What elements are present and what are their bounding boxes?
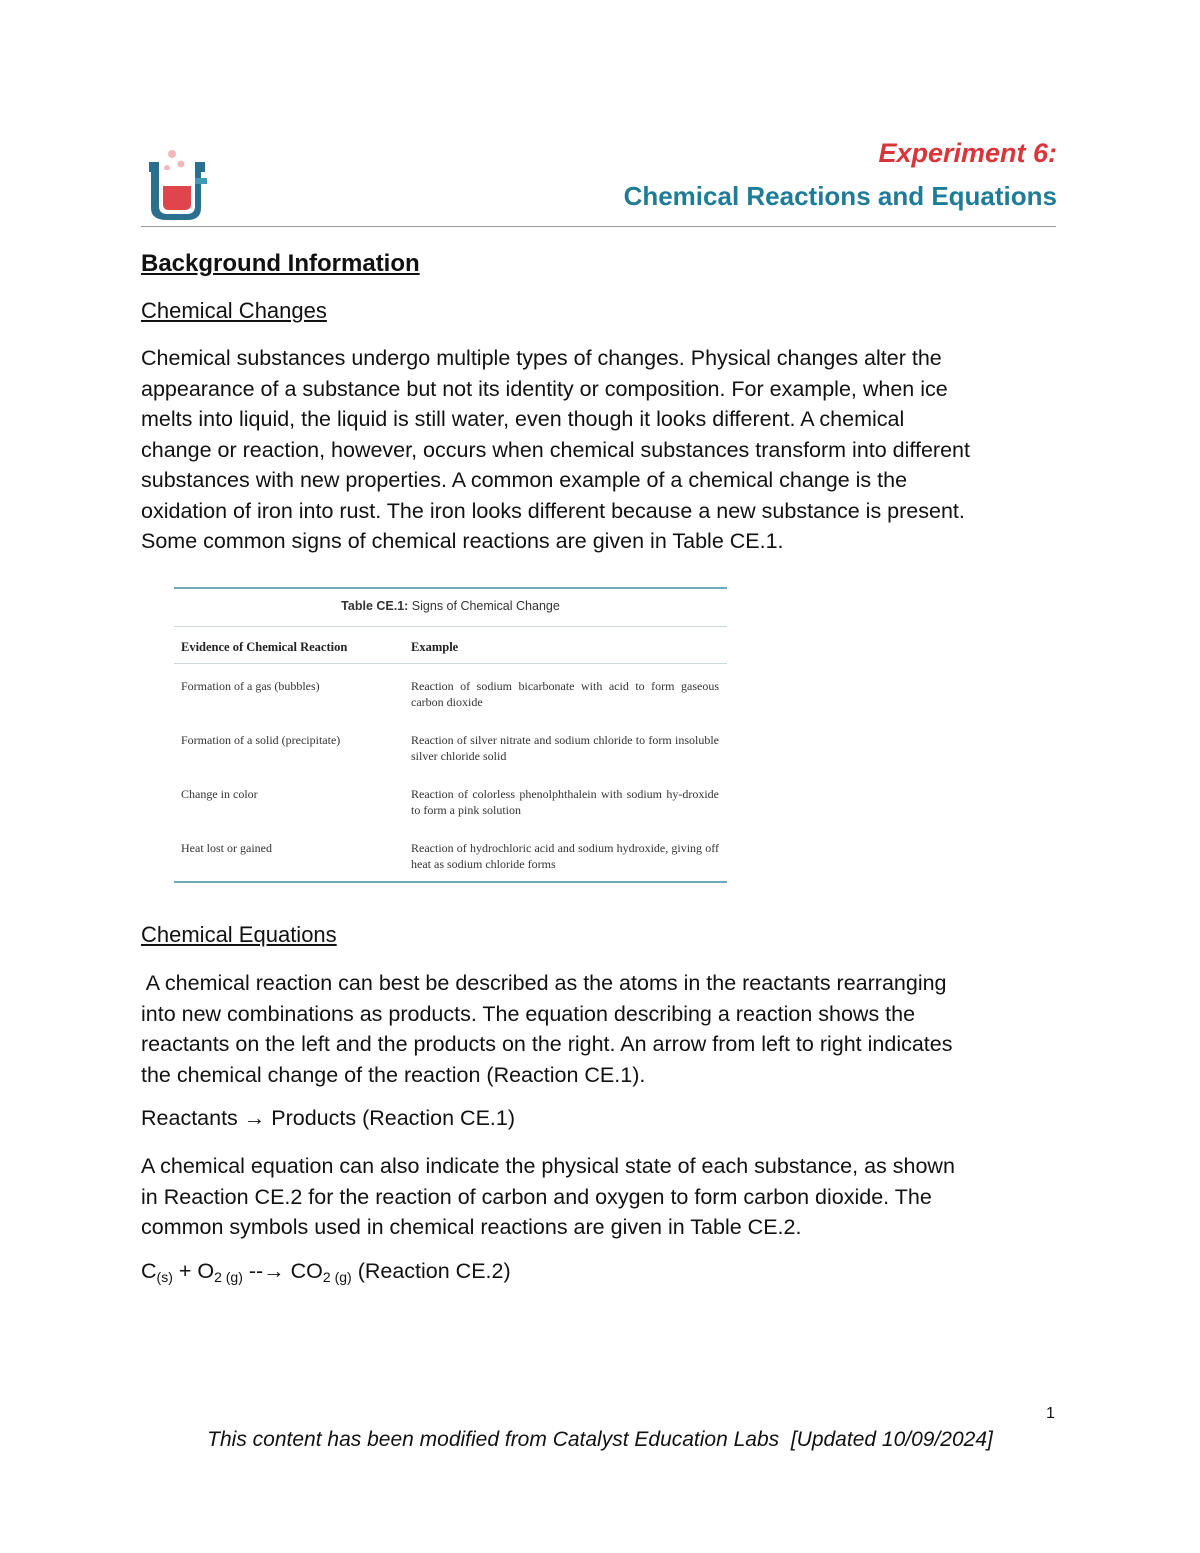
table-cell-evidence: Heat lost or gained (181, 841, 272, 855)
table-header-example: Example (411, 640, 459, 654)
table-header-evidence: Evidence of Chemical Reaction (181, 640, 348, 654)
reaction-arrow-product: --→ CO (242, 1259, 323, 1283)
oxygen-state: 2 (g) (214, 1269, 243, 1285)
paragraph-line: oxidation of iron into rust. The iron looks different because a new substance is present. (141, 498, 965, 523)
table-cell-evidence: Change in color (181, 787, 258, 801)
carbon-state: (s) (156, 1269, 173, 1285)
table-caption-text: Signs of Chemical Change (408, 599, 560, 613)
paragraph-line: change or reaction, however, occurs when chemical substances transform into different (141, 437, 970, 462)
oxygen-symbol: + O (172, 1259, 215, 1283)
carbon-symbol: C (141, 1259, 157, 1283)
chemical-changes-paragraph (141, 343, 1061, 557)
reaction-ce1: Reactants → Products (Reaction CE.1) (141, 1106, 516, 1130)
table-cell-evidence: Formation of a solid (precipitate) (181, 733, 341, 747)
reaction-ce2 (141, 1259, 511, 1285)
paragraph-line: A chemical reaction can best be described as the atoms in the reactants rearranging (141, 971, 947, 995)
table-cell-example: Reaction of sodium bicarbonate with acid to form gaseous carbon dioxide (411, 679, 719, 709)
paragraph-line: Chemical substances undergo multiple types of changes. Physical changes alter the (141, 346, 942, 370)
paragraph-line: reactants on the left and the products on the right. An arrow from left to right indicates (141, 1032, 953, 1056)
table-cell-example: Reaction of hydrochloric acid and sodium hydroxide, giving off heat as sodium chloride forms (411, 841, 719, 871)
header-divider (141, 226, 1056, 227)
table-caption (174, 589, 727, 626)
paragraph-line: melts into liquid, the liquid is still water, even though it looks different. A chemical (141, 407, 905, 431)
table-row (174, 772, 727, 826)
page-number: 1 (1046, 1405, 1055, 1422)
reaction-label: (Reaction CE.2) (351, 1259, 511, 1283)
footer-note: This content has been modified from Catalyst Education Labs [Updated 10/09/2024] (207, 1428, 993, 1451)
table-cell-example: Reaction of silver nitrate and sodium chloride to form insoluble silver chloride solid (411, 733, 719, 763)
signs-of-change-table (174, 587, 727, 883)
physical-state-paragraph (141, 1151, 1061, 1243)
section-heading: Background Information (141, 250, 420, 277)
table-cell-evidence: Formation of a gas (bubbles) (181, 679, 320, 693)
table-cell-example: Reaction of colorless phenolphthalein with sodium hy-droxide to form a pink solution (411, 787, 719, 817)
paragraph-line: Some common signs of chemical reactions are given in Table CE.1. (141, 529, 784, 553)
experiment-number: Experiment 6: (878, 138, 1057, 168)
chemical-changes-heading: Chemical Changes (141, 298, 327, 323)
chemical-equations-paragraph (141, 968, 1061, 1090)
table-bottom-rule (174, 881, 727, 883)
table-row (174, 826, 727, 881)
table-header-row (174, 627, 727, 663)
paragraph-line: the chemical change of the reaction (Reaction CE.1). (141, 1062, 646, 1087)
paragraph-line: into new combinations as products. The equation describing a reaction shows the (141, 1001, 916, 1026)
paragraph-line: substances with new properties. A common example of a chemical change is the (141, 468, 908, 492)
table-row (174, 718, 727, 772)
paragraph-line: in Reaction CE.2 for the reaction of carbon and oxygen to form carbon dioxide. The (141, 1184, 932, 1209)
paragraph-line: common symbols used in chemical reactions are given in Table CE.2. (141, 1215, 802, 1239)
paragraph-line: appearance of a substance but not its identity or composition. For example, when ice (141, 376, 948, 401)
document-title: Chemical Reactions and Equations (623, 181, 1057, 211)
table-caption-label: Table CE.1: (341, 599, 409, 613)
paragraph-line: A chemical equation can also indicate the physical state of each substance, as shown (141, 1154, 955, 1178)
product-state: 2 (g) (322, 1269, 352, 1285)
flask-logo-icon (145, 148, 209, 222)
table-row (174, 664, 727, 718)
chemical-equations-heading: Chemical Equations (141, 922, 337, 947)
